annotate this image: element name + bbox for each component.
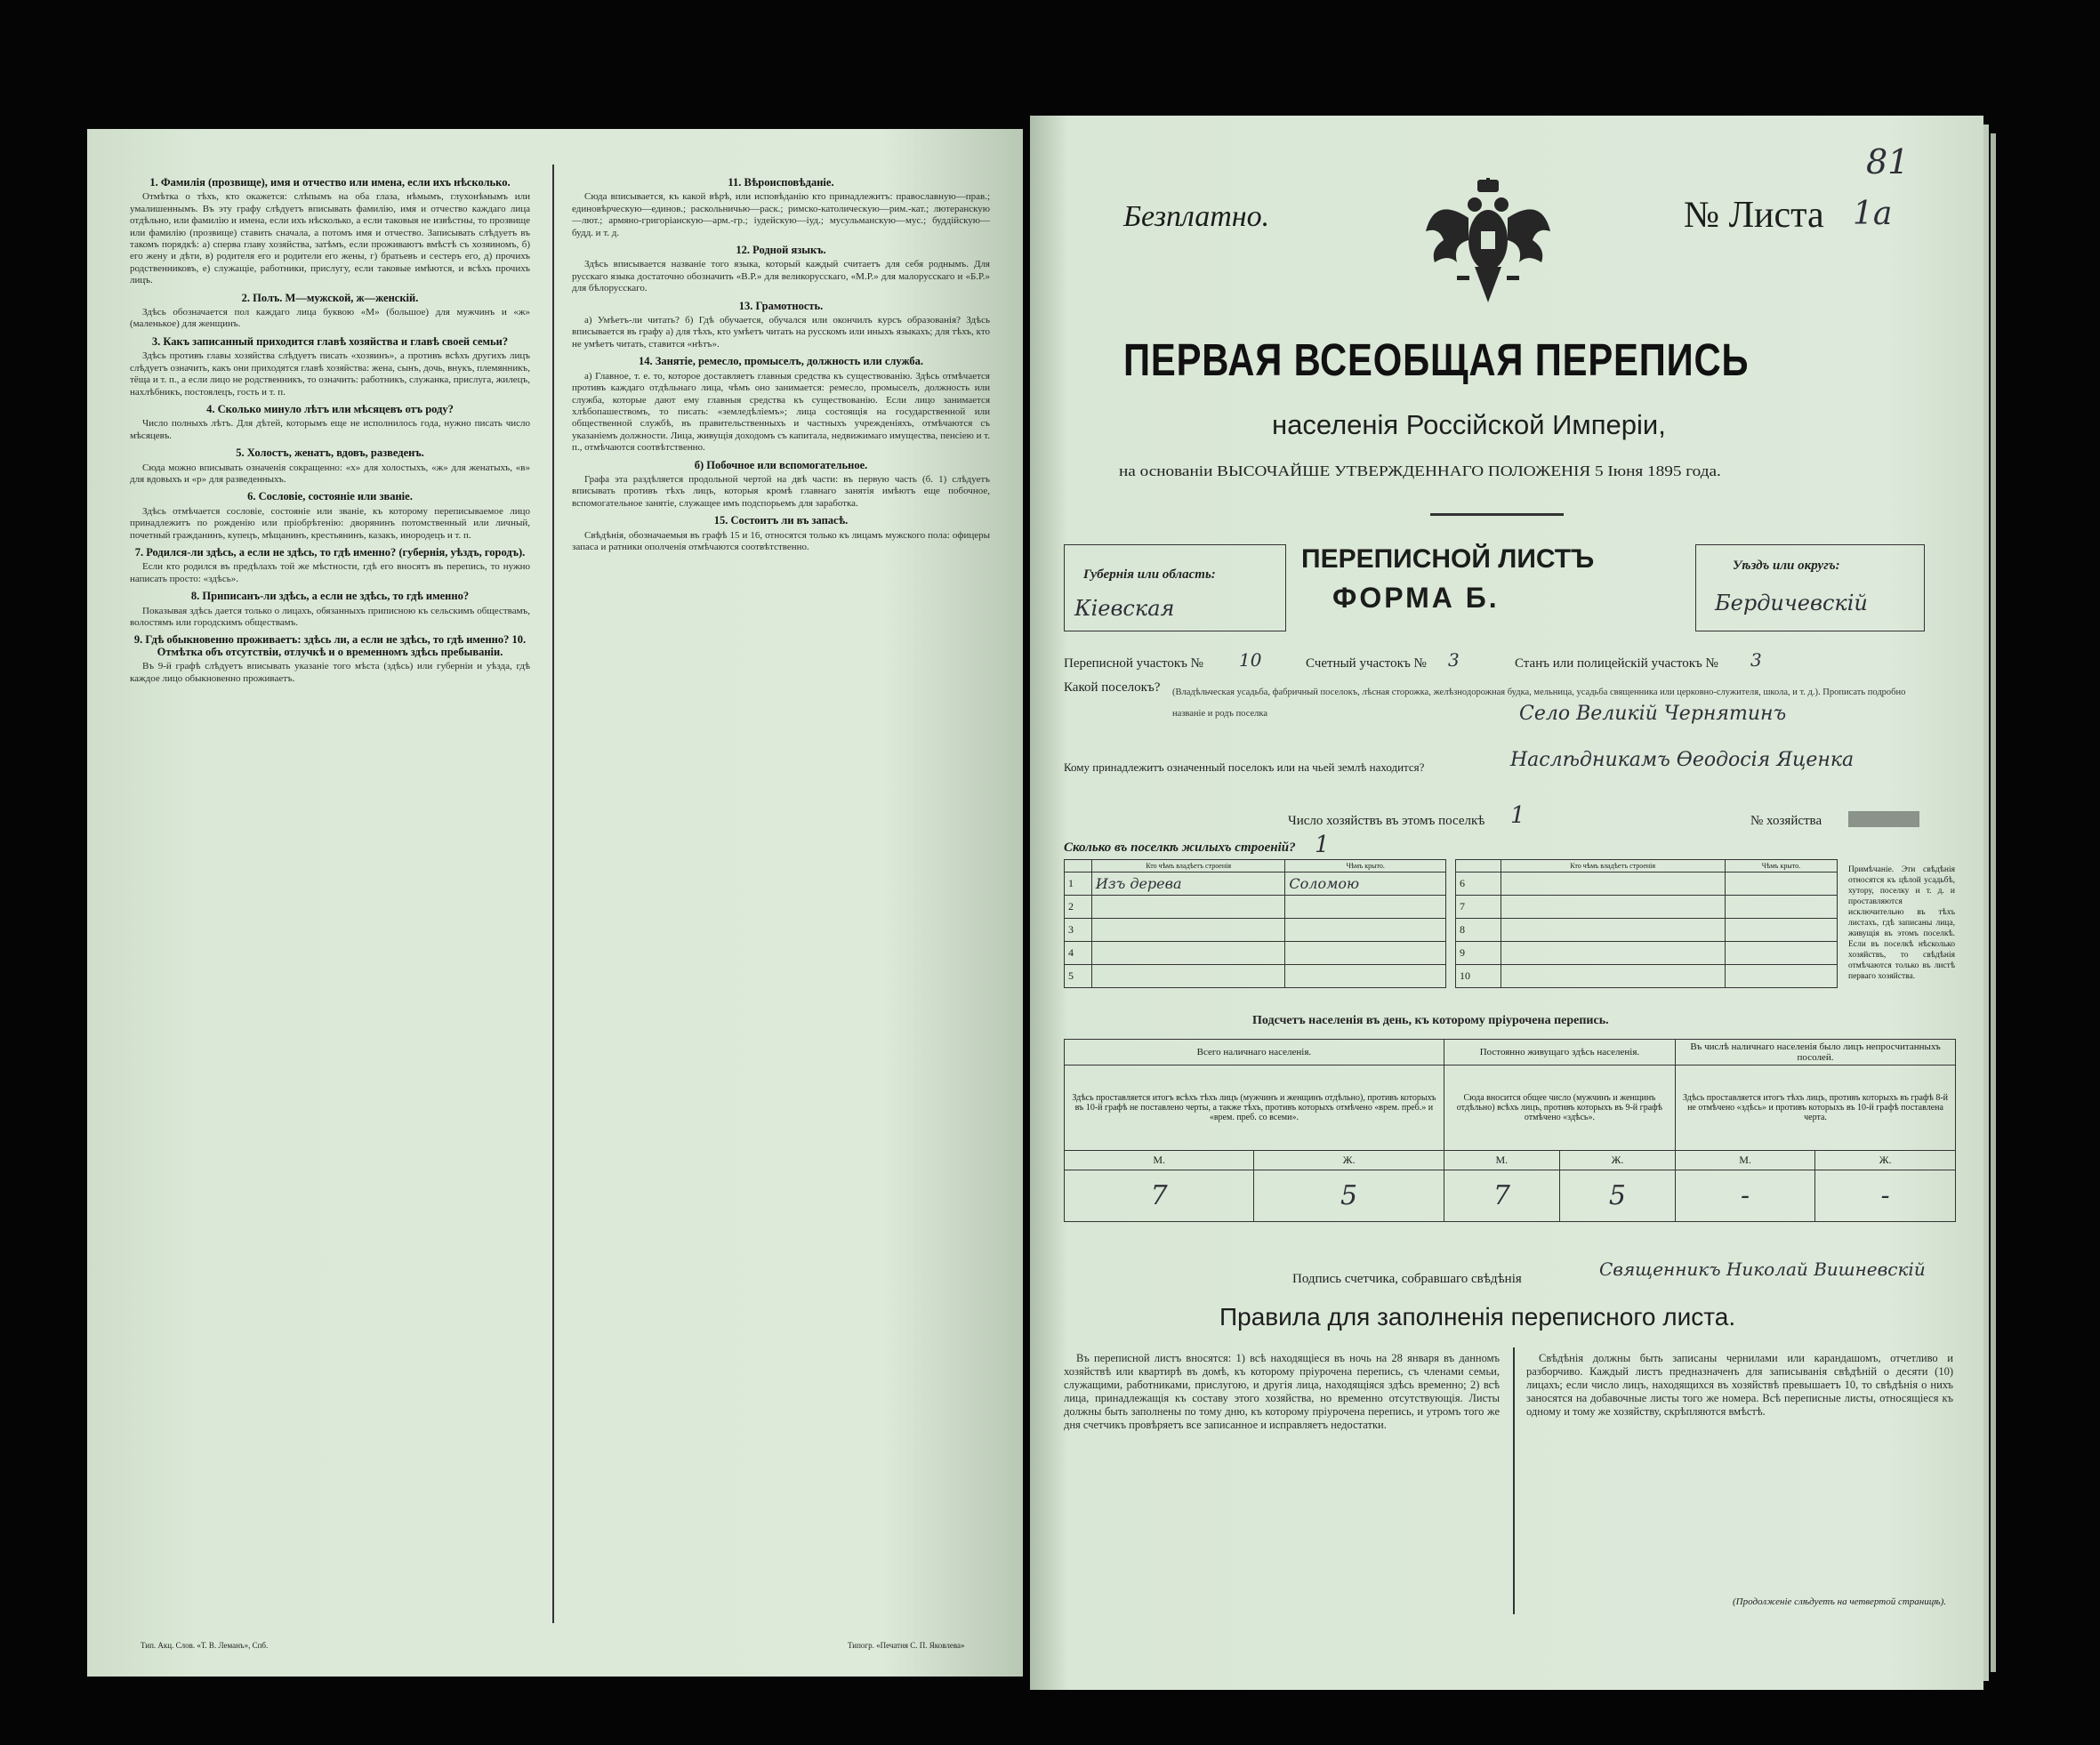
district-box (1695, 544, 1925, 631)
left-page (87, 129, 1023, 1677)
household-number-value-redacted (1848, 811, 1919, 827)
right-page (1030, 116, 1983, 1690)
section: 15. Состоитъ ли въ запасѣ. Свѣдѣнія, обозначаемыя въ графѣ 15 и 16, относятся только къ лицамъ мужского пола: офицеры запаса и ратники ополченія отмѣчаются соотвѣтственно. (572, 514, 990, 552)
column-divider (552, 165, 554, 1623)
section: 1. Фамилія (прозвище), имя и отчество или имена, если ихъ нѣсколько. Отмѣтка о тѣхъ, кто окажется: слѣпымъ на оба глаза, нѣмымъ, глухонѣмымъ или умалишеннымъ. Въ эту графу слѣдуетъ вписывать фамилію, имя и отчество каждаго лица отдѣльно, или фамилію и имена, если ихъ нѣсколько, а если таковыя не извѣстны, то прозвище или фамилію (прозвище) ставить сначала, а потомъ имя и отчество. Записывать слѣдуетъ въ такомъ порядкѣ: а) сперва главу хозяйства, затѣмъ, если проживаютъ вмѣстѣ съ хозяиномъ, б) его жену и дѣти, в) родителя его и родители его жены, г) братьевъ и сестеръ его, д) прочихъ родственниковъ, е) служащіе, работники, прислугу, если таковые имѣются, и всѣхъ прочихъ лицъ. (130, 176, 530, 286)
section: 12. Родной языкъ. Здѣсь вписывается названіе того языка, который каждый считаетъ для себя роднымъ. Для русскаго языка достаточно обозначить «В.Р.» для великорусскаго, «М.Р.» для малорусскаго и «Б.Р.» для бѣлорусскаго. (572, 244, 990, 294)
left-footer-2: Типогр. «Печатня С. П. Яковлева» (848, 1641, 965, 1650)
rules-column-2: Свѣдѣнія должны быть записаны чернилами или карандашомъ, отчетливо и разборчиво. Каждый листъ предназначенъ для записыванія свѣдѣній о десяти (10) лицахъ; если число лицъ, находящихся въ хозяйствѣ превышаетъ 10, то свѣдѣнія о нихъ заносятся на добавочные листы того же номера. Всѣ переписные листы, относящіеся къ одному и тому же хозяйству, скрѣпляются вмѣстѣ. (1526, 1352, 1953, 1418)
rules-divider (1513, 1347, 1515, 1614)
legal-basis: на основаніи ВЫСОЧАЙШЕ УТВЕРЖДЕННАГО ПОЛОЖЕНІЯ 5 Іюня 1895 года. (1119, 462, 1721, 479)
province-label: Губернія или область: (1083, 567, 1216, 582)
buildings-table: Кто чѣмъ владѣетъ строенія Чѣмъ крыто. 1 Изъ дерева Соломою 2 3 4 5 (1064, 859, 1446, 988)
settlement-label: Какой поселокъ? (1064, 680, 1161, 695)
census-section-label: Переписной участокъ № (1064, 656, 1203, 671)
imperial-eagle-icon (1421, 178, 1555, 311)
settlement-hint: (Владѣльческая усадьба, фабричный поселокъ, лѣсная сторожка, желѣзнодорожная будка, мельница, усадьба священника или церковно-служителя, школа, и т. д.). Прописать подробно названіе и родъ поселка (1172, 688, 1906, 719)
signature-label: Подпись счетчика, собравшаго свѣдѣнія (1292, 1272, 1522, 1286)
police-section-label: Станъ или полицейскій участокъ № (1515, 656, 1718, 671)
page-title: ПЕРВАЯ ВСЕОБЩАЯ ПЕРЕПИСЬ (1123, 334, 1750, 385)
district-label: Уѣздъ или округъ: (1733, 559, 1840, 573)
section: 3. Какъ записанный приходится главѣ хозяйства и главѣ своей семьи? Здѣсь противъ главы хозяйства слѣдуетъ писать «хозяинъ», а противъ всѣхъ другихъ лицъ слѣдуетъ означить, какъ они приходятся главѣ хозяйства: жена, сынъ, дочь, внукъ, племянникъ, тёща и т. п., а если лицо не родственникъ, то означить: работникъ, служанка, прислуга, жилецъ, нахлѣбникъ, постоялецъ, гость и т. п. (130, 334, 530, 398)
section: 11. Вѣроисповѣданіе. Сюда вписывается, къ какой вѣрѣ, или исповѣданію кто принадлежитъ: православную—прав.; единовѣрческую—единов.; раскольничью—раск.; римско-католическую—рим.-кат.; лютеранскую—лют.; армяно-григоріанскую—арм.-гр.; іудейскую—іуд.; мусульманскую—мус.; буддійскую—будд. и т. д. (572, 176, 990, 238)
section: 14. Занятіе, ремесло, промыселъ, должность или служба. а) Главное, т. е. то, которое доставляетъ главныя средства къ существованію. Здѣсь отмѣчается противъ каждаго отдѣльнаго лица, чѣмъ оно занимается: ремесло, промыселъ, должность или служба, которые дают ему главныя средства къ существованію. Если лицо занимается хлѣбопашествомъ, то писать: «земледѣліемъ»; лица состоящія на государственной или общественной службѣ, въ правительственныхъ и частныхъ учрежденіяхъ, отмѣчаются съ указаніемъ должности. Лица, живущія доходомъ съ капитала, недвижимаго имущества, пенсіею и т. п., отмѣчаются соотвѣтственно. (572, 355, 990, 454)
sheet-number-value: 1а (1853, 196, 1893, 232)
page-edge (1991, 133, 1996, 1672)
buildings-value: 1 (1315, 832, 1330, 858)
household-number-label: № хозяйства (1750, 814, 1822, 828)
households-value: 1 (1510, 802, 1525, 829)
rules-column-1: Въ переписной листъ вносятся: 1) всѣ находящіеся въ ночь на 28 января въ данномъ хозяйствѣ или квартирѣ въ домѣ, къ которому пріурочена перепись, съ членами семьи, служащими, работниками, прислугою, и другія лица, находящіяся здѣсь временно; 2) всѣ лица, принадлежащія къ составу этого хозяйства, но временно отсутствующія. Листы должны быть заполнены по тому дню, къ которому пріурочена перепись, и утромъ того же дня счетчикъ провѣряетъ все записанное и исправляетъ недостатки. (1064, 1352, 1500, 1431)
left-column-1 (130, 173, 530, 1650)
section: 6. Сословіе, состояніе или званіе. Здѣсь отмѣчается сословіе, состояніе или званіе, къ которому переписываемое лицо принадлежитъ по рожденію или пріобрѣтенію: дворянинъ потомственный или личный, почетный гражданинъ, купецъ, мѣщанинъ, крестьянинъ, казакъ, инородецъ и т. п. (130, 490, 530, 541)
title-rule (1430, 513, 1564, 516)
section: 13. Грамотность. а) Умѣетъ-ли читать? б) Гдѣ обучается, обучался или окончилъ курсъ образованія? Здѣсь вписывается въ графу а) для тѣхъ, кто умѣетъ читать на русскомъ или иныхъ языкахъ; для тѣхъ, кто не умѣетъ читать, ставится «нѣтъ». (572, 299, 990, 350)
form-title: ПЕРЕПИСНОЙ ЛИСТЪ (1301, 544, 1595, 574)
section: 5. Холостъ, женатъ, вдовъ, разведенъ. Сюда можно вписывать означенія сокращенно: «х» для холостыхъ, «ж» для женатыхъ, «в» для вдовыхъ и «р» для разведенныхъ. (130, 446, 530, 485)
page-number-handwritten: 81 (1866, 142, 1910, 181)
section: 7. Родился-ли здѣсь, а если не здѣсь, то гдѣ именно? (губернія, уѣздъ, городъ). Если кто родился въ предѣлахъ той же мѣстности, гдѣ его вносятъ въ перепись, то нужно написать просто: «здѣсь». (130, 545, 530, 584)
buildings-table-continued: Кто чѣмъ владѣетъ строенія Чѣмъ крыто. 6 7 8 9 10 (1455, 859, 1838, 988)
section: 4. Сколько минуло лѣтъ или мѣсяцевъ отъ роду? Число полныхъ лѣтъ. Для дѣтей, которымъ еще не исполнилось года, нужно писать число мѣсяцевъ. (130, 402, 530, 441)
left-column-2 (572, 173, 990, 1650)
signature-value: Священникъ Николай Вишневскій (1599, 1258, 1926, 1280)
count-title: Подсчетъ населенія въ день, къ которому пріурочена перепись. (1252, 1014, 1609, 1027)
note: Примѣчаніе. Эти свѣдѣнія относятся къ цѣлой усадьбѣ, хутору, поселку и т. д. и проставляются исключительно въ тѣхъ листахъ, гдѣ записаны лица, живущія въ этомъ поселкѣ. Если въ поселкѣ нѣсколько хозяйствъ, то свѣдѣнія отмѣчаются только въ листѣ перваго хозяйства. (1848, 865, 1955, 981)
counting-section-value: 3 (1448, 649, 1460, 671)
section: 2. Полъ. М—мужской, ж—женскій. Здѣсь обозначается пол каждаго лица буквою «М» (большое) для мужчинъ и «ж» (маленькое) для женщинъ. (130, 291, 530, 330)
owner-value: Наслѣдникамъ Ѳеодосія Яценка (1510, 749, 1855, 771)
owner-label: Кому принадлежитъ означенный поселокъ или на чьей землѣ находится? (1064, 760, 1425, 774)
rules-title: Правила для заполненія переписного листа. (1219, 1303, 1736, 1331)
counting-section-label: Счетный участокъ № (1306, 656, 1427, 671)
free-label: Безплатно. (1123, 200, 1270, 233)
left-footer-1: Тип. Акц. Слов. «Т. В. Леманъ», Спб. (141, 1641, 269, 1650)
settlement-value: Село Великій Чернятинъ (1519, 703, 1787, 725)
census-section-value: 10 (1239, 649, 1262, 671)
page-subtitle: населенія Россійской Имперіи, (1272, 409, 1666, 440)
district-value: Бердичевскій (1715, 591, 1868, 615)
province-value: Кіевская (1074, 596, 1175, 621)
police-section-value: 3 (1750, 649, 1762, 671)
form-type: ФОРМА Б. (1332, 582, 1500, 614)
section: б) Побочное или вспомогательное. Графа эта раздѣляется продольной чертой на двѣ части: въ первую часть (б. 1) слѣдуетъ вписывать противъ тѣхъ лицъ, которыя кромѣ главнаго занятія имѣютъ еще побочное, вспомогательное занятіе, служащее имъ подспорьемъ для заработка. (572, 458, 990, 509)
population-count-table: Всего наличнаго населенія. Постоянно живущаго здѣсь населенія. Въ числѣ наличнаго населенія было лицъ непросчитанныхъ посолей. Здѣсь проставляется итогъ всѣхъ тѣхъ лицъ (мужчинъ и женщинъ отдѣльно), противъ которыхъ въ 10-й графѣ не поставлено черты, а также тѣхъ, противъ которыхъ отмѣчено «врем. преб.» и «врем. преб. со всеми». Сюда вносится общее число (мужчинъ и женщинъ отдѣльно) всѣхъ лицъ, противъ которыхъ въ 9-й графѣ отмѣчено «здѣсь». Здѣсь проставляется итогъ тѣхъ лицъ, противъ которыхъ въ графѣ 8-й не отмѣчено «здѣсь» и противъ которыхъ въ 10-й графѣ поставлена черта. М. Ж. М. Ж. М. Ж. 7 5 7 5 - - (1064, 1039, 1956, 1222)
rules-continuation: (Продолженіе слѣдуетъ на четвертой страницѣ). (1733, 1596, 1946, 1607)
buildings-label: Сколько въ поселкѣ жилыхъ строеній? (1064, 840, 1296, 855)
section: 9. Гдѣ обыкновенно проживаетъ: здѣсь ли, а если не здѣсь, то гдѣ именно? 10. Отмѣтка объ отсутствіи, отлучкѣ и о временномъ здѣсь пребываніи. Въ 9-й графѣ слѣдуетъ вписывать указаніе того мѣста (здѣсь) или губерніи и уѣзда, гдѣ каждое лицо обыкновенно проживаетъ. (130, 633, 530, 684)
households-label: Число хозяйствъ въ этомъ поселкѣ (1288, 814, 1485, 828)
sheet-number-label: № Листа (1684, 195, 1824, 236)
section: 8. Приписанъ-ли здѣсь, а если не здѣсь, то гдѣ именно? Показывая здѣсь дается только о лицахъ, обязанныхъ приписною къ сельскимъ обществамъ, волостямъ или городскимъ обществамъ. (130, 590, 530, 628)
